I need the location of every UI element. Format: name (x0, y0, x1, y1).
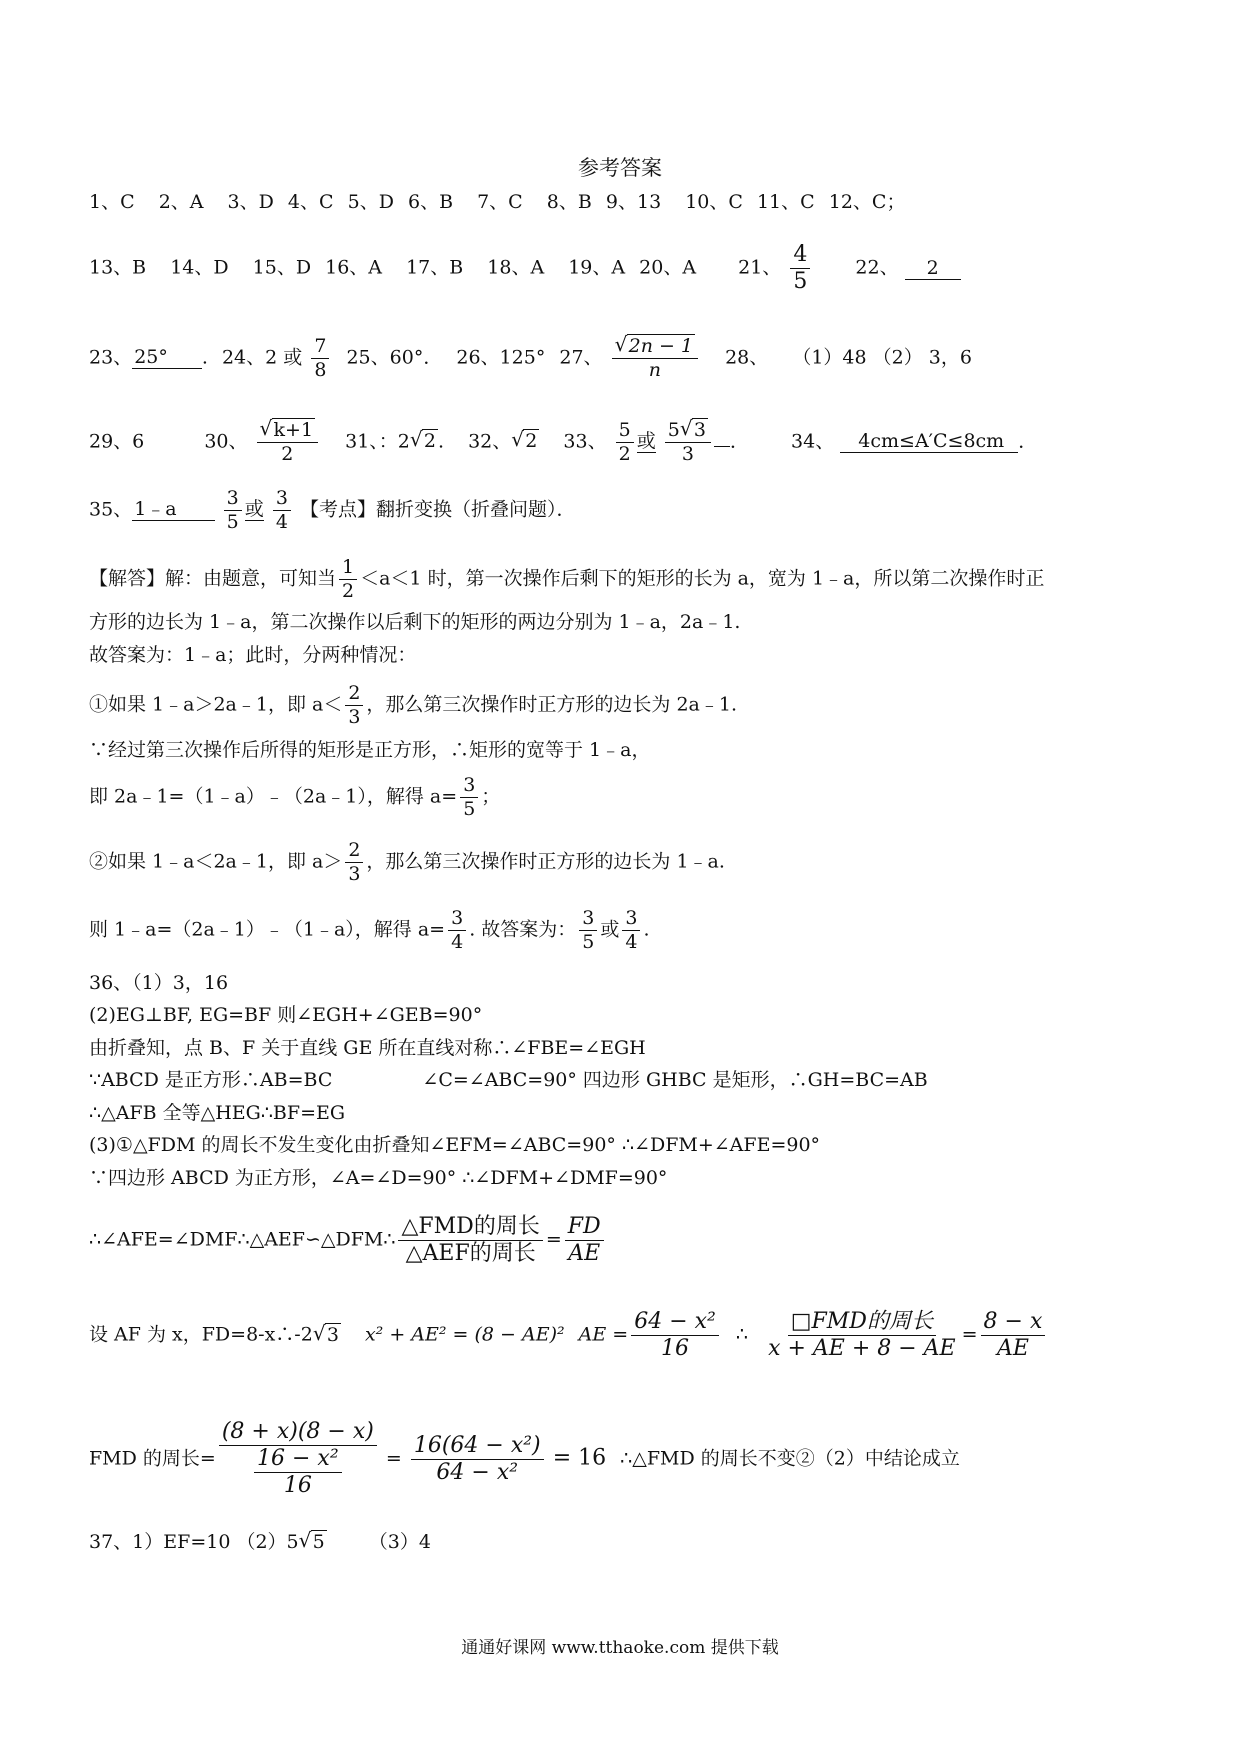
ae-label: AE = (578, 1323, 629, 1346)
answer-1: 1、C (89, 191, 135, 213)
answer-32-sqrt (511, 429, 539, 454)
fraction-denominator: 5 (582, 930, 595, 953)
answer-30-fraction (257, 416, 319, 465)
perimeter-ratio-fraction (398, 1215, 542, 1266)
q36-line-8 (89, 1215, 1180, 1266)
solution-text: ； (481, 785, 501, 808)
solution-line-4 (89, 683, 1180, 728)
sqrt-icon: √ (511, 427, 524, 452)
footer-watermark: 通通好课网 www.tthaoke.com 提供下载 (461, 1638, 779, 1658)
solution-fraction (448, 908, 466, 953)
sqrt-icon: √ (614, 332, 628, 356)
perimeter-fraction (765, 1310, 959, 1361)
answer-17: 17、B (406, 256, 464, 279)
q36-line-1: 36、（1）3，16 (89, 972, 229, 994)
q36-line-5: ∴△AFB 全等△HEG∴BF=EG (89, 1102, 346, 1124)
fraction-denominator: n (648, 358, 661, 381)
q36-text: ∵ABCD 是正方形∴AB=BC (89, 1069, 333, 1091)
fraction-denominator: 3 (348, 705, 361, 728)
equals-sign: = (545, 1228, 562, 1251)
answer-15: 15、D (252, 256, 312, 279)
solution-text: ，那么第三次操作时正方形的边长为 2a﹣1. (366, 693, 738, 716)
fraction-numerator (257, 416, 319, 443)
solution-line-8 (89, 908, 1180, 953)
perimeter-compound-fraction (219, 1420, 377, 1499)
side-ratio-fraction (565, 1215, 604, 1266)
therefore-sign: ∴ (735, 1323, 749, 1346)
answer-3: 3、D (227, 191, 274, 213)
fraction-numerator: 1 (339, 557, 357, 580)
q36-text: ∠C=∠ABC=90° 四边形 GHBC 是矩形，∴GH=BC=AB (422, 1069, 928, 1091)
answer-5: 5、D (347, 191, 394, 213)
answer-2: 2、A (158, 191, 204, 213)
solution-text: ＜a＜1 时，第一次操作后剩下的矩形的长为 a，宽为 1﹣a，所以第二次操作时正 (360, 567, 1045, 590)
result-value: = 16 (552, 1445, 607, 1471)
fraction-numerator: 2 (345, 683, 363, 706)
answers-row-5 (89, 488, 1180, 533)
q36-line-3: 由折叠知，点 B、F 关于直线 GE 所在直线对称∴∠FBE=∠EGH (89, 1037, 646, 1059)
answer-28-value: （1）48 （2） 3，6 (792, 346, 972, 369)
sqrt-icon: √ (259, 416, 273, 440)
answer-21-fraction (790, 243, 810, 294)
fraction-denominator: 8 (314, 358, 327, 381)
answer-35-topic: 【考点】翻折变换（折叠问题）． (299, 498, 576, 521)
solution-text: 【解答】解：由题意，可知当 (89, 567, 337, 590)
q36-line-10 (89, 1420, 1180, 1499)
sqrt-expression (614, 332, 695, 357)
coefficient: 5 (667, 419, 680, 441)
solution-text: ，那么第三次操作时正方形的边长为 1﹣a. (366, 850, 725, 873)
sqrt-expression (259, 416, 316, 441)
answer-30-label: 30、 (204, 430, 248, 453)
answer-34-value: 4cm≤A′C≤8cm (840, 431, 1018, 453)
answer-4: 4、C (287, 191, 334, 213)
solution-fraction (622, 908, 640, 953)
fraction-numerator: 64 − x² (631, 1310, 719, 1336)
answer-35-fraction-1 (224, 488, 242, 533)
solution-text: 即 2a﹣1=（1﹣a）﹣（2a﹣1），解得 a= (89, 785, 458, 808)
solution-line-7 (89, 840, 1180, 885)
fraction-numerator: 3 (448, 908, 466, 931)
answer-34-label: 34、 (791, 430, 835, 453)
answer-33-fraction-2 (665, 416, 711, 465)
q36-sqrt (312, 1320, 341, 1348)
fraction-numerator: (8 + x)(8 − x) (219, 1420, 377, 1446)
answer-28-label: 28、 (725, 346, 769, 369)
sqrt-expression (679, 416, 708, 441)
ae-fraction (631, 1310, 719, 1361)
solution-text: . 故答案为： (469, 918, 577, 941)
fraction-denominator: 5 (463, 797, 476, 820)
solution-fraction (345, 683, 363, 728)
q36-text: FMD 的周长= (89, 1447, 216, 1470)
answer-13: 13、B (89, 256, 147, 279)
fraction-denominator: 16 (283, 1473, 312, 1499)
radicand: 2 (423, 430, 436, 453)
q36-line-6: (3)①△FDM 的周长不发生变化由折叠知∠EFM=∠ABC=90° ∴∠DFM+∠AFE=90° (89, 1134, 821, 1156)
answers-row-4 (89, 416, 1180, 465)
solution-line-5: ∵经过第三次操作后所得的矩形是正方形，∴矩形的宽等于 1﹣a， (89, 739, 651, 761)
fraction-denominator: 4 (275, 510, 288, 533)
fraction-numerator: 3 (579, 908, 597, 931)
answer-25: 25、60°． (346, 346, 443, 369)
q36-line-7: ∵四边形 ABCD 为正方形，∠A=∠D=90° ∴∠DFM+∠DMF=90° (89, 1167, 668, 1189)
fraction-numerator: 3 (273, 488, 291, 511)
fraction-numerator: 2 (345, 840, 363, 863)
solution-line-3: 故答案为：1﹣a；此时，分两种情况： (89, 644, 417, 666)
simplified-fraction (411, 1434, 544, 1485)
fraction-numerator (612, 332, 698, 359)
fraction-numerator: 7 (311, 336, 329, 359)
answer-33-fraction-1 (616, 420, 634, 465)
answer-27-label: 27、 (559, 346, 603, 369)
fraction-denominator: 5 (793, 269, 808, 295)
radicand: k+1 (273, 419, 314, 441)
q36-line-9 (89, 1310, 1180, 1361)
fraction-denominator: 4 (625, 930, 638, 953)
sqrt-icon: √ (679, 416, 693, 440)
fraction-denominator: x + AE + 8 − AE (768, 1336, 956, 1362)
solution-fraction (579, 908, 597, 953)
q36-conclusion: ∴△FMD 的周长不变②（2）中结论成立 (620, 1447, 960, 1470)
answer-29: 29、6 (89, 430, 145, 453)
answer-22-value: 2 (905, 258, 961, 280)
radicand: 3 (326, 1323, 339, 1346)
answer-6: 6、B (407, 191, 454, 213)
answer-21-label: 21、 (738, 256, 782, 279)
answer-10: 10、C (685, 191, 743, 213)
q36-text: 设 AF 为 x，FD=8-x∴-2 (89, 1323, 313, 1346)
radicand: 5 (312, 1531, 325, 1553)
answer-24-fraction (311, 336, 329, 381)
solution-text: 或 (600, 918, 620, 941)
answers-row-2 (89, 243, 1180, 294)
fraction-numerator: FD (565, 1215, 604, 1241)
fraction-denominator: 3 (348, 862, 361, 885)
fraction-numerator: 5 (616, 420, 634, 443)
fraction-numerator: 16(64 − x²) (411, 1434, 544, 1460)
answers-row-3 (89, 332, 1180, 381)
answer-31-tail: . (437, 430, 445, 453)
answer-33-label: 33、 (563, 430, 607, 453)
answer-27-fraction (612, 332, 698, 381)
answer-31-sqrt (410, 429, 438, 454)
q37-sqrt (299, 1530, 327, 1555)
solution-line-6 (89, 775, 1180, 820)
answer-8: 8、B (546, 191, 592, 213)
q36-line-2: (2)EG⊥BF, EG=BF 则∠EGH+∠GEB=90° (89, 1004, 483, 1026)
nested-fraction (254, 1447, 342, 1498)
solution-text: . (643, 918, 650, 941)
solution-text: ②如果 1﹣a＜2a﹣1，即 a＞ (89, 850, 343, 873)
answer-32-label: 32、 (468, 430, 512, 453)
fraction-denominator: 2 (342, 579, 355, 602)
q37-text: （3）4 (368, 1531, 431, 1553)
fraction-denominator: △AEF的周长 (405, 1241, 536, 1267)
result-fraction (981, 1310, 1046, 1361)
answer-35-or: 或 (244, 498, 264, 521)
fraction-numerator: 16 − x² (254, 1447, 342, 1473)
fraction-numerator: 8 − x (981, 1310, 1046, 1336)
answer-12: 12、C； (828, 191, 906, 213)
fraction-numerator: △FMD的周长 (398, 1215, 542, 1241)
answer-7: 7、C (477, 191, 523, 213)
q36-line-4 (89, 1068, 1180, 1093)
fraction-denominator: 3 (681, 442, 694, 465)
answer-35-fraction-2 (273, 488, 291, 533)
radicand: 3 (693, 419, 706, 441)
answer-11: 11、C (756, 191, 815, 213)
fraction-numerator: 3 (224, 488, 242, 511)
answer-35-value: 1﹣a (132, 499, 214, 521)
q36-text: ∴∠AFE=∠DMF∴△AEF∽△DFM∴ (89, 1228, 396, 1251)
fraction-numerator: 3 (460, 775, 478, 798)
answer-23-label: 23、 (89, 346, 133, 369)
fraction-denominator: AE (568, 1241, 601, 1267)
solution-line-2: 方形的边长为 1﹣a，第二次操作以后剩下的矩形的两边分别为 1﹣a，2a﹣1. (89, 611, 741, 633)
pythagoras-equation: x² + AE² = (8 − AE)² (364, 1323, 565, 1346)
answer-33-tail: ． (729, 430, 749, 453)
radicand: 2 (525, 430, 538, 453)
solution-fraction (345, 840, 363, 885)
equals-sign: = (961, 1323, 978, 1346)
radicand: 2n − 1 (628, 335, 694, 357)
solution-text: 则 1﹣a=（2a﹣1）﹣（1﹣a），解得 a= (89, 918, 446, 941)
answer-14: 14、D (170, 256, 229, 279)
fraction-numerator: □FMD的周长 (788, 1310, 936, 1336)
fraction-denominator: 16 (661, 1336, 690, 1362)
sqrt-icon: √ (312, 1320, 326, 1345)
fraction-denominator: AE (996, 1336, 1029, 1362)
equals-sign: = (385, 1447, 402, 1470)
answer-34-tail: ． (1018, 430, 1038, 453)
fraction-denominator: 4 (451, 930, 464, 953)
answer-16: 16、A (325, 256, 383, 279)
fraction-denominator: 2 (618, 442, 631, 465)
answer-18: 18、A (487, 256, 545, 279)
answer-20: 20、A (639, 256, 697, 279)
sqrt-icon: √ (298, 1528, 312, 1552)
fraction-denominator: 2 (281, 442, 294, 465)
answer-31-label: 31、：2 (345, 430, 410, 453)
solution-line-1 (89, 557, 1180, 602)
answer-23-value: 25° (132, 347, 202, 369)
answer-9: 9、13 (605, 191, 662, 213)
solution-fraction (460, 775, 478, 820)
answer-23-tail: . (201, 346, 208, 369)
answer-19: 19、A (568, 256, 626, 279)
fraction-denominator: 64 − x² (436, 1459, 519, 1485)
solution-fraction (339, 557, 357, 602)
answer-35-label: 35、 (89, 498, 133, 521)
answer-24-label: 24、2 或 (221, 346, 303, 369)
solution-text: ①如果 1﹣a＞2a﹣1，即 a＜ (89, 693, 343, 716)
fraction-denominator (248, 1446, 348, 1498)
answer-33-or: 或 (636, 430, 656, 453)
sqrt-icon: √ (409, 427, 423, 452)
answer-26: 26、125° (456, 346, 546, 369)
q37-text: 37、1）EF=10 （2）5 (89, 1531, 299, 1553)
fraction-numerator: 4 (790, 243, 810, 269)
q37-line (89, 1530, 1180, 1555)
fraction-denominator: 5 (226, 510, 239, 533)
fraction-numerator (665, 416, 711, 443)
fraction-numerator: 3 (622, 908, 640, 931)
answers-row-1 (89, 190, 1180, 215)
page-title: 参考答案 (578, 156, 662, 180)
answer-22-label: 22、 (855, 256, 899, 279)
